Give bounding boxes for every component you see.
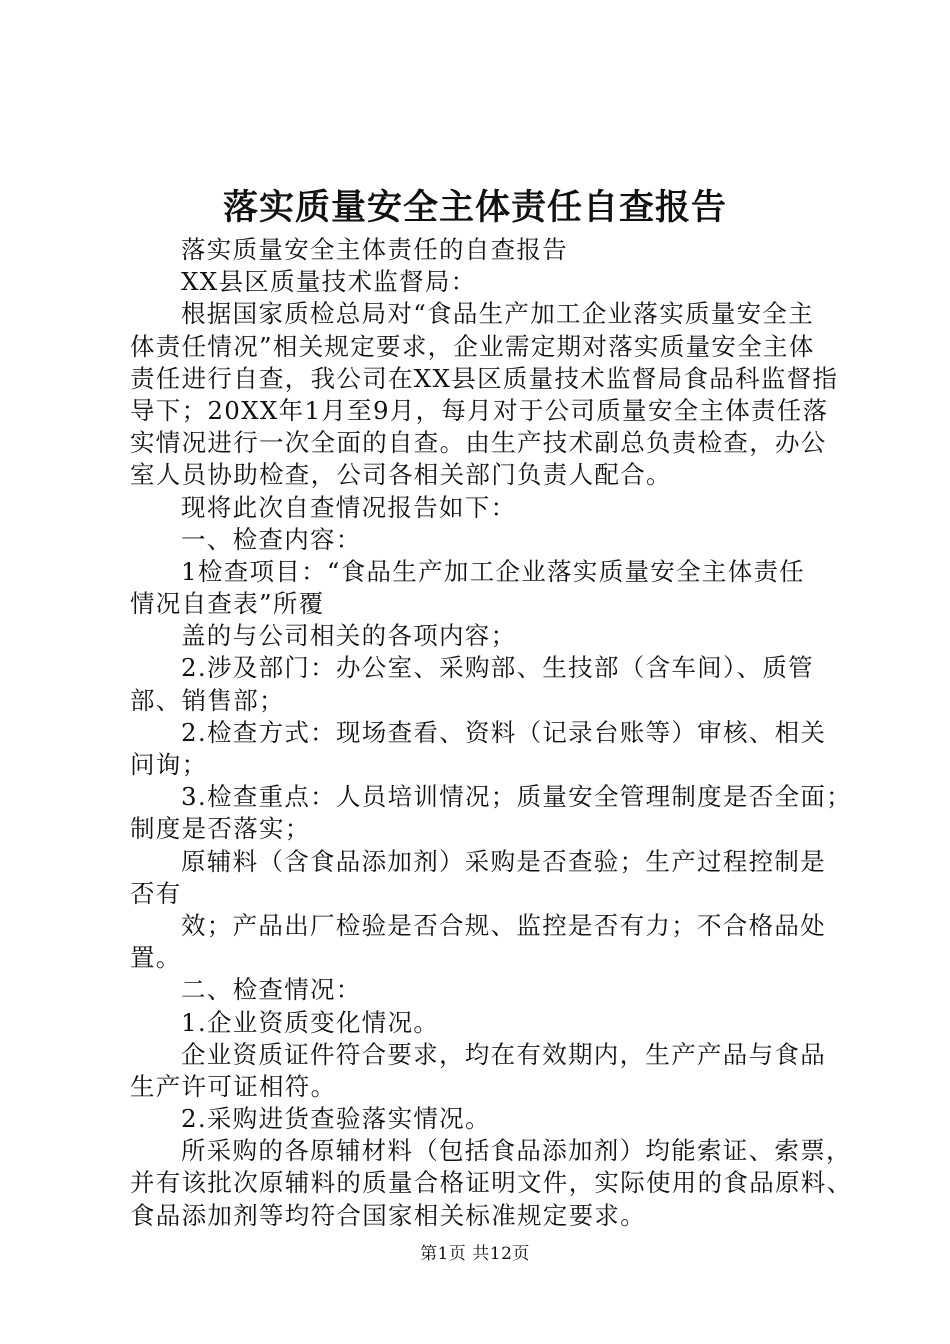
- text-line: 企业资质证件符合要求，均在有效期内，生产产品与食品: [181, 1039, 826, 1069]
- text-line: 问询；: [130, 750, 208, 779]
- text-line: 否有: [130, 878, 182, 908]
- text-line: 2.检查方式：现场查看、资料（记录台账等）审核、相关: [181, 717, 827, 747]
- text-line: 室人员协助检查，公司各相关部门负责人配合。: [130, 460, 672, 490]
- text-line: 1.企业资质变化情况。: [181, 1007, 440, 1037]
- text-line: 落实质量安全主体责任的自查报告: [181, 235, 568, 264]
- text-line: 原辅料（含食品添加剂）采购是否查验；生产过程控制是: [181, 846, 826, 876]
- text-line: XX县区质量技术监督局：: [181, 267, 477, 297]
- text-line: 3.检查重点：人员培训情况；质量安全管理制度是否全面；: [181, 782, 852, 812]
- document-title: 落实质量安全主体责任自查报告: [222, 188, 727, 228]
- text-line: 二、检查情况：: [181, 975, 362, 1005]
- text-line: 效；产品出厂检验是否合规、监控是否有力；不合格品处: [181, 910, 826, 940]
- text-line: 部、销售部；: [130, 685, 285, 715]
- text-line: 所采购的各原辅材料（包括食品添加剂）均能索证、索票，: [181, 1136, 852, 1166]
- text-line: 情况自查表”所覆: [130, 589, 325, 619]
- page-number-footer: 第1页 共12页: [420, 1244, 530, 1264]
- text-line: 制度是否落实；: [130, 814, 311, 844]
- text-line: 并有该批次原辅料的质量合格证明文件，实际使用的食品原料、: [130, 1168, 853, 1198]
- text-line: 2.涉及部门：办公室、采购部、生技部（含车间）、质管: [181, 653, 814, 683]
- text-line: 食品添加剂等均符合国家相关标准规定要求。: [130, 1200, 646, 1230]
- text-line: 1检查项目：“食品生产加工企业落实质量安全主体责任: [181, 556, 806, 586]
- text-line: 实情况进行一次全面的自查。由生产技术副总负责检查，办公: [130, 428, 827, 458]
- text-line: 2.采购进货查验落实情况。: [181, 1104, 491, 1134]
- text-line: 盖的与公司相关的各项内容；: [181, 621, 517, 651]
- text-line: 责任进行自查，我公司在XX县区质量技术监督局食品科监督指: [130, 363, 839, 393]
- text-line: 一、检查内容：: [181, 524, 362, 554]
- text-line: 导下；20XX年1月至9月，每月对于公司质量安全主体责任落: [130, 395, 829, 425]
- text-line: 现将此次自查情况报告如下：: [181, 492, 517, 522]
- document-body: [130, 234, 853, 1232]
- text-line: 置。: [130, 943, 182, 973]
- text-line: 根据国家质检总局对“食品生产加工企业落实质量安全主: [181, 299, 815, 329]
- text-line: 生产许可证相符。: [130, 1071, 337, 1101]
- text-line: 体责任情况”相关规定要求，企业需定期对落实质量安全主体: [130, 331, 815, 361]
